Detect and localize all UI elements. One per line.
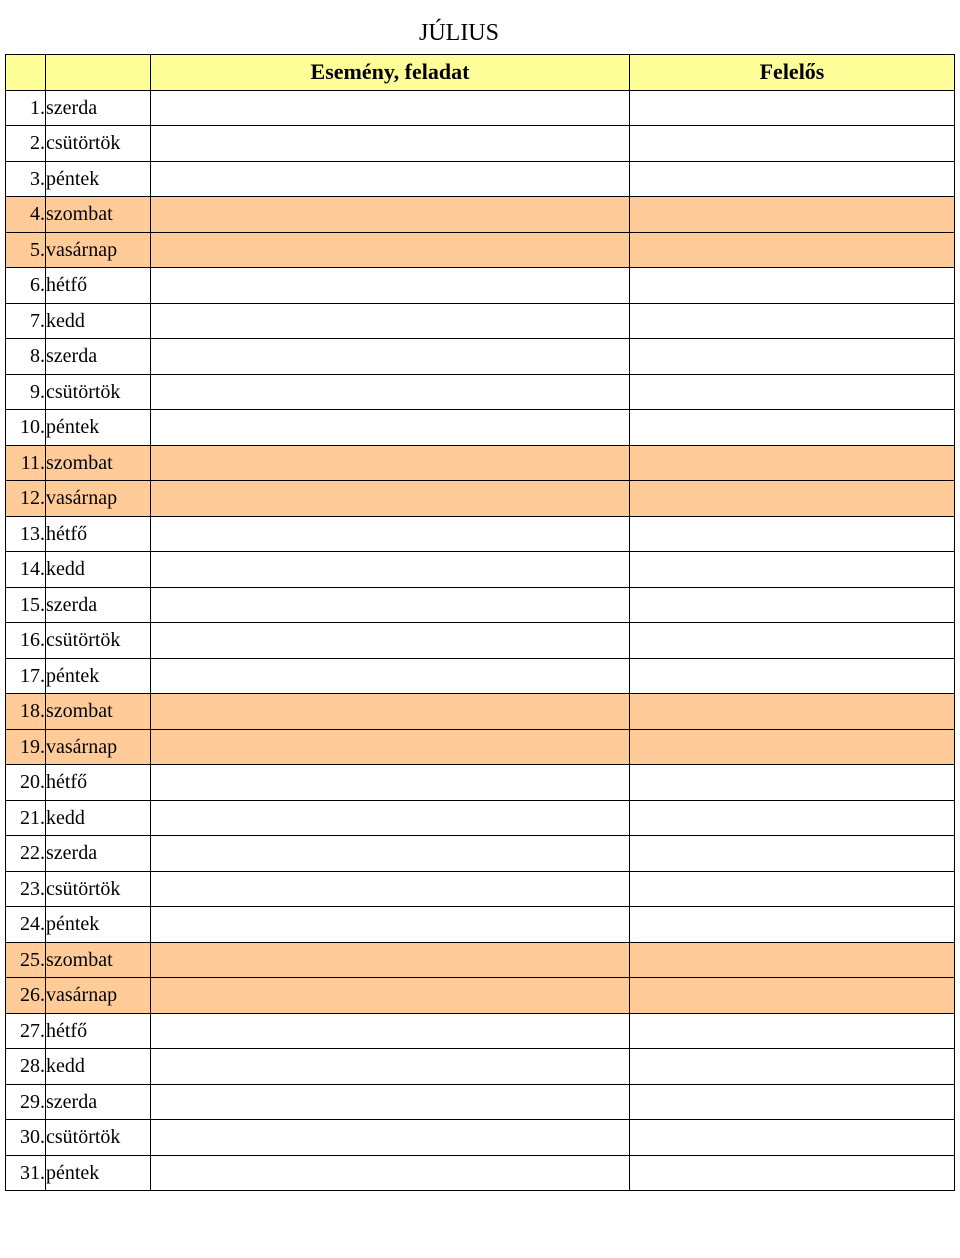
event-cell[interactable] [151,800,630,836]
responsible-cell[interactable] [630,658,955,694]
table-row [6,978,955,1014]
weekday-cell: csütörtök [46,1120,151,1156]
weekday-cell: kedd [46,552,151,588]
day-number-cell: 2. [6,126,46,162]
header-weekday [46,55,151,91]
responsible-cell[interactable] [630,1049,955,1085]
responsible-cell[interactable] [630,694,955,730]
day-number-cell: 21. [6,800,46,836]
table-row [6,1084,955,1120]
responsible-cell[interactable] [630,410,955,446]
day-number-cell: 4. [6,197,46,233]
event-cell[interactable] [151,658,630,694]
responsible-cell[interactable] [630,197,955,233]
event-cell[interactable] [151,339,630,375]
responsible-cell[interactable] [630,552,955,588]
responsible-cell[interactable] [630,1120,955,1156]
table-row [6,1155,955,1191]
header-event-task: Esemény, feladat [151,55,630,91]
page-title: JÚLIUS [418,20,499,47]
event-cell[interactable] [151,303,630,339]
responsible-cell[interactable] [630,765,955,801]
day-number-cell: 6. [6,268,46,304]
weekday-cell: hétfő [46,516,151,552]
table-row [6,694,955,730]
responsible-cell[interactable] [630,800,955,836]
event-cell[interactable] [151,1155,630,1191]
weekday-cell: szombat [46,445,151,481]
weekday-cell: szerda [46,1084,151,1120]
table-row [6,765,955,801]
responsible-cell[interactable] [630,623,955,659]
day-number-cell: 16. [6,623,46,659]
responsible-cell[interactable] [630,339,955,375]
day-number-cell: 5. [6,232,46,268]
weekday-cell: péntek [46,658,151,694]
responsible-cell[interactable] [630,587,955,623]
event-cell[interactable] [151,907,630,943]
table-row [6,445,955,481]
event-cell[interactable] [151,516,630,552]
day-number-cell: 31. [6,1155,46,1191]
event-cell[interactable] [151,161,630,197]
day-number-cell: 18. [6,694,46,730]
event-cell[interactable] [151,587,630,623]
day-number-cell: 3. [6,161,46,197]
header-day-number [6,55,46,91]
responsible-cell[interactable] [630,161,955,197]
weekday-cell: szerda [46,836,151,872]
day-number-cell: 28. [6,1049,46,1085]
day-number-cell: 10. [6,410,46,446]
table-row [6,800,955,836]
responsible-cell[interactable] [630,303,955,339]
day-number-cell: 27. [6,1013,46,1049]
table-row [6,232,955,268]
day-number-cell: 9. [6,374,46,410]
weekday-cell: csütörtök [46,126,151,162]
table-row [6,481,955,517]
weekday-cell: csütörtök [46,374,151,410]
table-row [6,90,955,126]
event-cell[interactable] [151,90,630,126]
event-cell[interactable] [151,268,630,304]
table-row [6,1120,955,1156]
responsible-cell[interactable] [630,374,955,410]
table-row [6,1013,955,1049]
table-row [6,552,955,588]
table-row [6,197,955,233]
responsible-cell[interactable] [630,1013,955,1049]
event-cell[interactable] [151,729,630,765]
responsible-cell[interactable] [630,1084,955,1120]
table-row [6,410,955,446]
day-number-cell: 14. [6,552,46,588]
weekday-cell: kedd [46,800,151,836]
event-cell[interactable] [151,481,630,517]
weekday-cell: péntek [46,161,151,197]
responsible-cell[interactable] [630,907,955,943]
day-number-cell: 25. [6,942,46,978]
event-cell[interactable] [151,623,630,659]
responsible-cell[interactable] [630,729,955,765]
weekday-cell: csütörtök [46,623,151,659]
event-cell[interactable] [151,978,630,1014]
responsible-cell[interactable] [630,268,955,304]
table-header-row [6,55,955,91]
day-number-cell: 30. [6,1120,46,1156]
event-cell[interactable] [151,126,630,162]
day-number-cell: 7. [6,303,46,339]
event-cell[interactable] [151,942,630,978]
table-row [6,871,955,907]
weekday-cell: szombat [46,197,151,233]
day-number-cell: 11. [6,445,46,481]
weekday-cell: szombat [46,694,151,730]
responsible-cell[interactable] [630,126,955,162]
weekday-cell: péntek [46,410,151,446]
day-number-cell: 24. [6,907,46,943]
responsible-cell[interactable] [630,445,955,481]
day-number-cell: 23. [6,871,46,907]
table-row [6,836,955,872]
table-row [6,729,955,765]
event-cell[interactable] [151,374,630,410]
table-row [6,942,955,978]
weekday-cell: péntek [46,907,151,943]
event-cell[interactable] [151,1049,630,1085]
header-responsible: Felelős [630,55,955,91]
responsible-cell[interactable] [630,978,955,1014]
weekday-cell: hétfő [46,765,151,801]
event-cell[interactable] [151,445,630,481]
responsible-cell[interactable] [630,836,955,872]
event-cell[interactable] [151,871,630,907]
weekday-cell: szombat [46,942,151,978]
day-number-cell: 13. [6,516,46,552]
event-cell[interactable] [151,1084,630,1120]
weekday-cell: vasárnap [46,978,151,1014]
day-number-cell: 26. [6,978,46,1014]
weekday-cell: szerda [46,339,151,375]
responsible-cell[interactable] [630,481,955,517]
table-row [6,374,955,410]
event-cell[interactable] [151,1013,630,1049]
responsible-cell[interactable] [630,942,955,978]
weekday-cell: vasárnap [46,232,151,268]
table-row [6,126,955,162]
weekday-cell: vasárnap [46,481,151,517]
day-number-cell: 17. [6,658,46,694]
event-cell[interactable] [151,836,630,872]
day-number-cell: 15. [6,587,46,623]
table-row [6,268,955,304]
table-row [6,339,955,375]
responsible-cell[interactable] [630,232,955,268]
day-number-cell: 19. [6,729,46,765]
weekday-cell: péntek [46,1155,151,1191]
day-number-cell: 20. [6,765,46,801]
event-cell[interactable] [151,232,630,268]
event-cell[interactable] [151,410,630,446]
day-number-cell: 1. [6,90,46,126]
weekday-cell: hétfő [46,268,151,304]
responsible-cell[interactable] [630,516,955,552]
table-row [6,516,955,552]
table-row [6,623,955,659]
weekday-cell: kedd [46,1049,151,1085]
responsible-cell[interactable] [630,1155,955,1191]
day-number-cell: 22. [6,836,46,872]
weekday-cell: csütörtök [46,871,151,907]
weekday-cell: szerda [46,587,151,623]
event-cell[interactable] [151,694,630,730]
day-number-cell: 12. [6,481,46,517]
event-cell[interactable] [151,765,630,801]
table-row [6,1049,955,1085]
table-row [6,303,955,339]
monthly-planner-table [5,54,955,1191]
day-number-cell: 8. [6,339,46,375]
table-row [6,587,955,623]
weekday-cell: vasárnap [46,729,151,765]
event-cell[interactable] [151,1120,630,1156]
weekday-cell: kedd [46,303,151,339]
table-row [6,658,955,694]
weekday-cell: hétfő [46,1013,151,1049]
weekday-cell: szerda [46,90,151,126]
event-cell[interactable] [151,197,630,233]
day-number-cell: 29. [6,1084,46,1120]
event-cell[interactable] [151,552,630,588]
responsible-cell[interactable] [630,90,955,126]
responsible-cell[interactable] [630,871,955,907]
table-row [6,907,955,943]
table-row [6,161,955,197]
